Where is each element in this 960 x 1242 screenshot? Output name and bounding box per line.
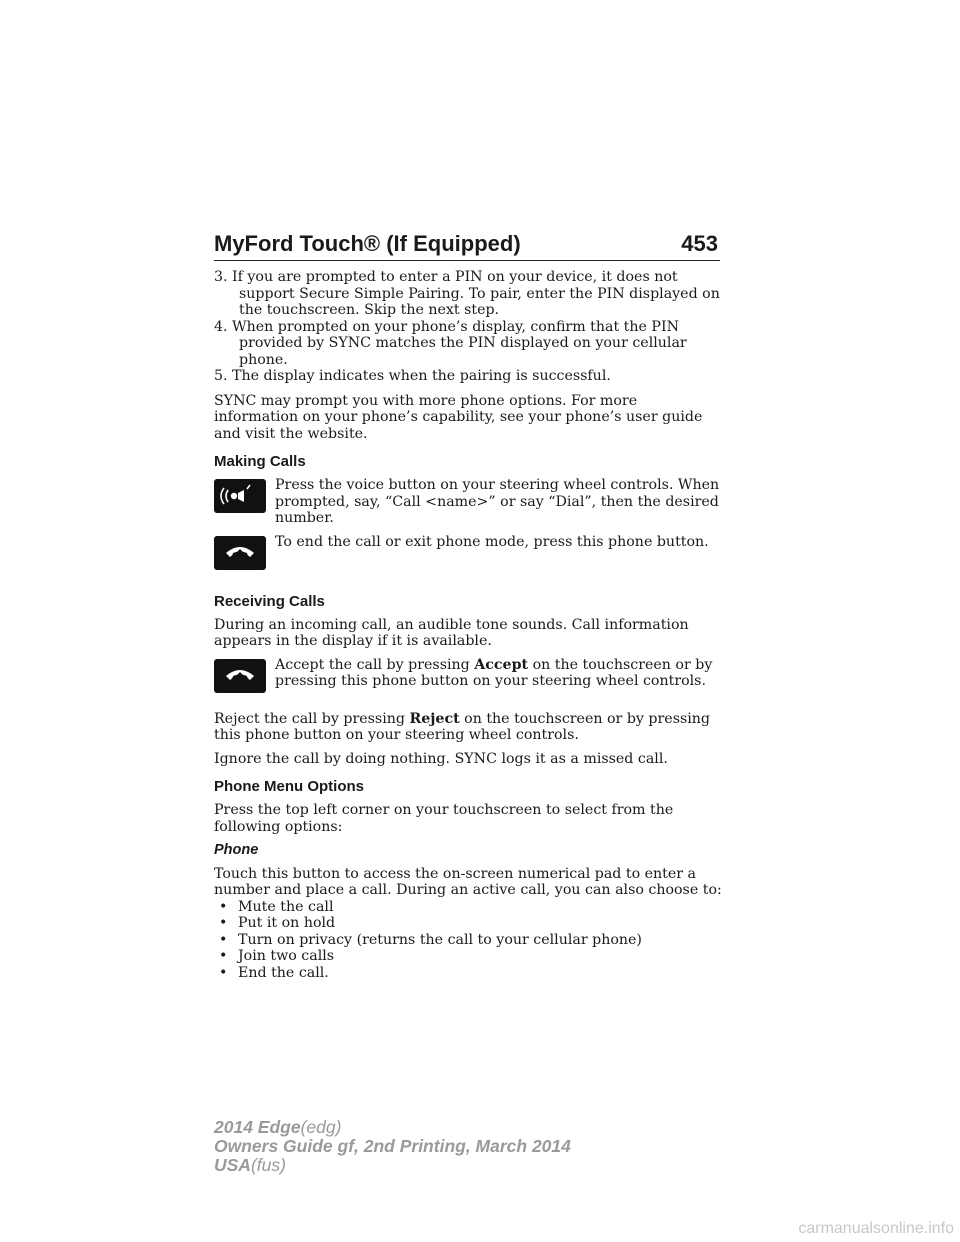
footer-region-line — [214, 1156, 571, 1175]
reject-keyword: Reject — [409, 710, 460, 727]
end-call-instruction — [214, 534, 724, 582]
page-footer — [214, 1118, 571, 1175]
reject-text-post: on the touchscreen or by pressing this phone button on your steering wheel controls. — [214, 710, 711, 743]
end-call-text: To end the call or exit phone mode, press this phone button. — [275, 533, 709, 550]
accept-text-post: on the touchscreen or by pressing this phone button on your steering wheel controls. — [275, 656, 713, 689]
page-header — [214, 228, 720, 261]
footer-guide-line — [214, 1137, 571, 1156]
intro-paragraph: SYNC may prompt you with more phone options. For more information on your phone’s capability, see your phone’s user guide and visit the website. — [214, 392, 703, 442]
phone-button-icon — [214, 536, 266, 570]
accept-text-pre: Accept the call by pressing — [275, 656, 475, 673]
voice-instruction — [214, 477, 724, 527]
receiving-calls-heading: Receiving Calls — [214, 592, 325, 610]
page-content — [214, 269, 724, 981]
list-item: • Turn on privacy (returns the call to your cellular phone) — [214, 932, 724, 949]
reject-paragraph — [214, 711, 724, 744]
accept-keyword: Accept — [474, 656, 529, 673]
step-4: 4. When prompted on your phone’s display, confirm that the PIN provided by SYNC matches the PIN displayed on your cellular phone. — [214, 318, 687, 368]
phone-paragraph: Touch this button to access the on-screen numerical pad to enter a number and place a call. During an active call, you can also choose to: — [214, 865, 722, 898]
accept-text — [275, 657, 724, 690]
voice-instruction-text: Press the voice button on your steering wheel controls. When prompted, say, “Call <name>” or say “Dial”, then the desired number. — [275, 477, 720, 526]
watermark: carmanualsonline.info — [798, 1220, 954, 1237]
making-calls-heading: Making Calls — [214, 453, 306, 470]
phone-menu-heading: Phone Menu Options — [214, 778, 364, 795]
list-item: • Put it on hold — [214, 915, 724, 932]
page-number: 453 — [681, 231, 718, 256]
footer-region-code: (fus) — [250, 1155, 286, 1175]
list-item: • Mute the call — [214, 899, 724, 916]
list-item: • End the call. — [214, 965, 724, 982]
phone-subheading: Phone — [214, 842, 259, 858]
footer-guide: Owners Guide gf, 2nd Printing, March 2014 — [214, 1136, 571, 1156]
incoming-call-paragraph: During an incoming call, an audible tone sounds. Call information appears in the display if it is available. — [214, 616, 689, 649]
accept-instruction — [214, 657, 724, 705]
phone-button-icon — [214, 659, 266, 693]
step-5: 5. The display indicates when the pairing is successful. — [214, 368, 611, 384]
footer-model-line — [214, 1118, 571, 1137]
list-item: • Join two calls — [214, 948, 724, 965]
phone-menu-paragraph: Press the top left corner on your touchscreen to select from the following options: — [214, 802, 674, 835]
ignore-paragraph: Ignore the call by doing nothing. SYNC logs it as a missed call. — [214, 750, 668, 767]
phone-options-list — [214, 899, 724, 982]
section-title: MyFord Touch® (If Equipped) — [214, 231, 521, 256]
footer-region: USA — [214, 1155, 251, 1175]
footer-model: 2014 Edge — [214, 1117, 301, 1137]
voice-button-icon — [214, 479, 266, 513]
reject-text-pre: Reject the call by pressing — [214, 710, 410, 727]
footer-model-code: (edg) — [300, 1117, 342, 1137]
step-3: 3. If you are prompted to enter a PIN on your device, it does not support Secure Simple Pairing. To pair, enter the PIN displayed on the touchscreen. Skip the next step. — [214, 269, 720, 318]
